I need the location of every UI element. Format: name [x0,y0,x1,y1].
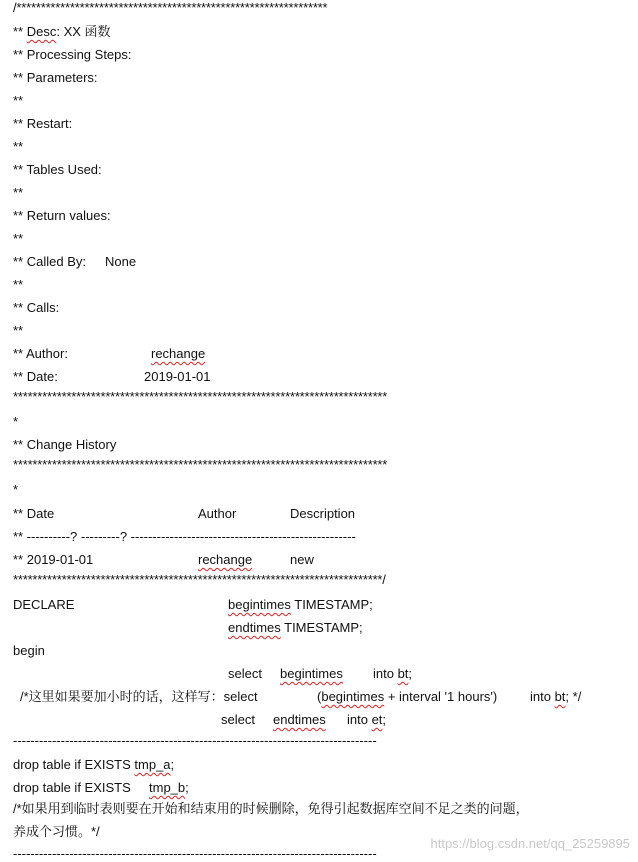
var-bt: bt [397,666,409,681]
comment-hours-expr [317,689,497,705]
date-value: 2019-01-01 [144,369,211,384]
select-into-et [347,712,386,728]
restart-line: ** Restart: [13,116,73,131]
table-tmp-a: tmp_a [134,757,171,772]
paren-open: ( [317,689,322,704]
var-et: et [371,712,383,727]
header-border-top: /**************************************************************** [13,0,328,15]
history-col-author: Author [198,506,237,521]
begin-keyword: begin [13,643,45,658]
select-keyword: select [228,666,262,681]
select-endtimes-keyword: select [221,712,255,727]
dash-separator: ------------------------------------------------------------------------------------ [13,846,377,861]
semicolon: ; [382,712,387,727]
drop-tmp-b-table [149,780,189,796]
var-begintimes: begintimes [321,689,385,704]
history-col-date: ** Date [13,506,55,521]
var-endtimes: endtimes [228,620,281,635]
return-values-line: ** Return values: [13,208,111,223]
history-separator: ** ----------? ---------? ---------------------------------------------------- [13,529,356,544]
tables-used-line: ** Tables Used: [13,162,102,177]
semicolon: ; [408,666,413,681]
drop-tmp-b-statement: drop table if EXISTS [13,780,131,795]
into-keyword: into [530,689,555,704]
declare-endtimes [228,620,363,636]
called-by-value: None [105,254,137,269]
desc-key: Desc [26,24,57,39]
history-row-author: rechange [198,552,253,567]
var-type: TIMESTAMP; [280,620,363,635]
semicolon: ; [185,780,189,795]
parameters-line: ** Parameters: [13,70,98,85]
border-continuation: * [13,482,19,497]
comment-line: ** [13,139,24,154]
comment-line: ** [13,185,24,200]
var-bt: bt [554,689,566,704]
into-keyword: into [347,712,372,727]
temp-table-comment-line2: 养成个习惯。*/ [13,824,100,839]
comment-hours-into [530,689,581,705]
processing-steps-line: ** Processing Steps: [13,47,132,62]
drop-statement: drop table if EXISTS [13,757,135,772]
border-continuation: * [13,414,19,429]
header-border-mid: ***************************************************************************** [13,457,388,472]
header-border-mid: ***************************************************************************** [13,389,388,404]
into-keyword: into [373,666,398,681]
history-row-date: ** 2019-01-01 [13,552,94,567]
called-by-label: ** Called By: [13,254,86,269]
watermark-url: https://blog.csdn.net/qq_25259895 [430,836,630,851]
header-border-bottom: ****************************************************************************/ [13,572,386,587]
history-col-description: Description [290,506,356,521]
declare-begintimes [228,597,373,613]
comment-line: ** [13,277,24,292]
desc-prefix: ** [13,24,27,39]
desc-value: : XX 函数 [56,24,111,39]
history-row-description: new [290,552,314,567]
temp-table-comment-line1: /*如果用到临时表则要在开始和结束用的时候删除，免得引起数据库空间不足之类的问题， [13,801,529,816]
date-label: ** Date: [13,369,58,384]
select-begintimes-line [228,666,262,682]
select-into-bt [373,666,412,682]
change-history-title: ** Change History [13,437,117,452]
desc-line [13,24,111,40]
table-tmp-b: tmp_b [149,780,186,795]
author-value: rechange [151,346,206,361]
comment-hours-prefix: /*这里如果要加小时的话，这样写：select [20,689,258,704]
comment-line: ** [13,231,24,246]
semicolon: ; [170,757,175,772]
calls-line: ** Calls: [13,300,60,315]
var-type: TIMESTAMP; [290,597,373,612]
author-label: ** Author: [13,346,68,361]
interval-expr: + interval '1 hours') [384,689,498,704]
comment-line: ** [13,323,24,338]
select-begintimes-var: begintimes [280,666,343,681]
comment-close: ; */ [565,689,582,704]
declare-keyword: DECLARE [13,597,75,612]
dash-separator: ------------------------------------------------------------------------------------ [13,733,377,748]
comment-line: ** [13,93,24,108]
var-begintimes: begintimes [228,597,291,612]
select-endtimes-var: endtimes [273,712,326,727]
drop-tmp-a-line [13,757,174,773]
